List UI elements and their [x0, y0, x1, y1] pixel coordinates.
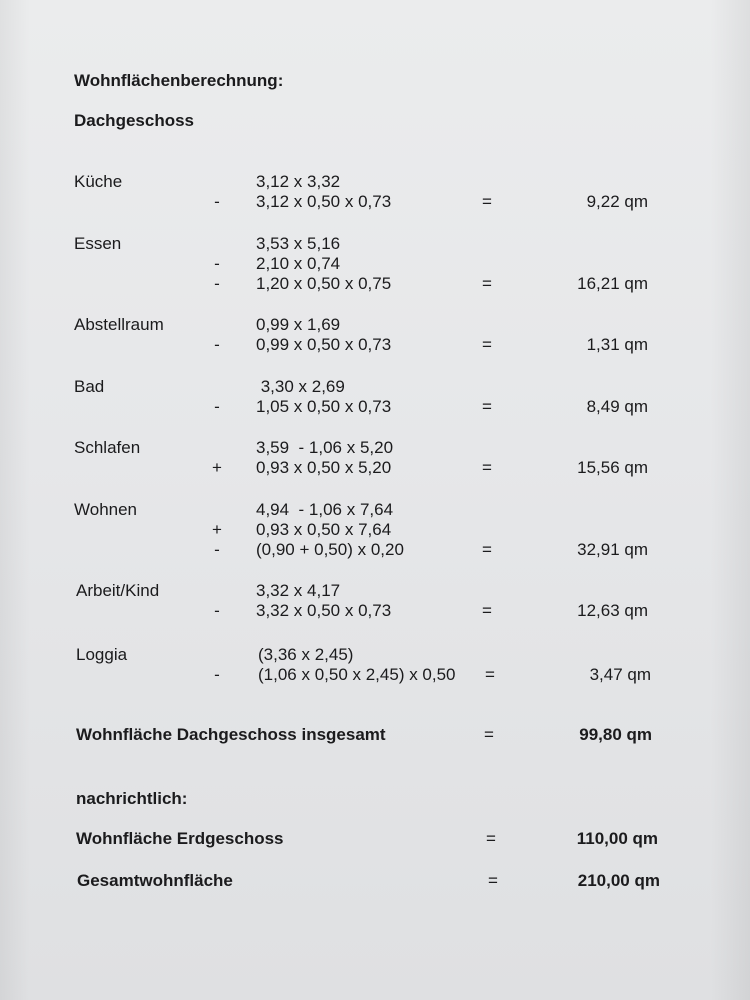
operator: -	[214, 601, 220, 620]
room-result: 32,91 qm	[577, 540, 648, 559]
formula-term: 2,10 x 0,74	[256, 254, 341, 273]
operator: -	[214, 335, 220, 354]
extra-label: Wohnfläche Erdgeschoss	[76, 829, 284, 848]
room-name: Wohnen	[74, 500, 138, 519]
equals-sign: =	[486, 829, 496, 848]
operator: +	[212, 458, 222, 477]
total-value: 99,80 qm	[579, 725, 652, 744]
equals-sign: =	[482, 397, 492, 416]
section-heading: Dachgeschoss	[74, 111, 194, 130]
equals-sign: =	[482, 601, 492, 620]
equals-sign: =	[482, 274, 492, 293]
formula-term: (0,90 + 0,50) x 0,20	[256, 540, 404, 559]
formula-term: (3,36 x 2,45)	[258, 645, 354, 664]
operator: -	[214, 274, 220, 293]
formula-term: 3,30 x 2,69	[256, 377, 345, 396]
room-name: Loggia	[76, 645, 128, 664]
formula-term: 3,12 x 3,32	[256, 172, 341, 191]
extra-label: Gesamtwohnfläche	[77, 871, 233, 890]
room-result: 16,21 qm	[577, 274, 648, 293]
formula-term: (1,06 x 0,50 x 2,45) x 0,50	[258, 665, 456, 684]
total-label: Wohnfläche Dachgeschoss insgesamt	[76, 725, 386, 744]
extra-value: 110,00 qm	[576, 829, 658, 848]
operator: -	[214, 540, 220, 559]
operator: -	[214, 254, 220, 273]
equals-sign: =	[482, 192, 492, 211]
formula-term: 3,12 x 0,50 x 0,73	[256, 192, 392, 211]
formula-term: 0,93 x 0,50 x 5,20	[256, 458, 392, 477]
room-name: Küche	[74, 172, 123, 191]
room-result: 12,63 qm	[577, 601, 648, 620]
note-label: nachrichtlich:	[76, 789, 188, 808]
formula-term: 1,20 x 0,50 x 0,75	[256, 274, 392, 293]
room-name: Arbeit/Kind	[76, 581, 160, 600]
equals-sign: =	[482, 335, 492, 354]
equals-sign: =	[482, 540, 492, 559]
formula-term: 0,99 x 1,69	[256, 315, 341, 334]
room-name: Essen	[74, 234, 122, 253]
room-name: Schlafen	[74, 438, 141, 457]
room-name: Abstellraum	[74, 315, 164, 334]
formula-term: 1,05 x 0,50 x 0,73	[256, 397, 392, 416]
extra-value: 210,00 qm	[577, 871, 660, 890]
room-result: 15,56 qm	[577, 458, 648, 477]
formula-term: 3,59 - 1,06 x 5,20	[256, 438, 394, 457]
operator: -	[214, 397, 220, 416]
equals-sign: =	[484, 725, 494, 744]
room-result: 3,47 qm	[589, 665, 651, 684]
room-name: Bad	[74, 377, 105, 396]
equals-sign: =	[482, 458, 492, 477]
formula-term: 3,32 x 0,50 x 0,73	[256, 601, 392, 620]
operator: +	[212, 520, 222, 539]
equals-sign: =	[485, 665, 495, 684]
operator: -	[214, 665, 220, 684]
formula-term: 0,99 x 0,50 x 0,73	[256, 335, 392, 354]
equals-sign: =	[488, 871, 498, 890]
formula-term: 4,94 - 1,06 x 7,64	[256, 500, 394, 519]
formula-term: 0,93 x 0,50 x 7,64	[256, 520, 392, 539]
formula-term: 3,32 x 4,17	[256, 581, 341, 600]
room-result: 9,22 qm	[586, 192, 648, 211]
room-result: 1,31 qm	[586, 335, 648, 354]
document-title: Wohnflächenberechnung:	[74, 71, 284, 90]
room-result: 8,49 qm	[586, 397, 648, 416]
page-shadow-left	[0, 0, 30, 1000]
formula-term: 3,53 x 5,16	[256, 234, 341, 253]
page-shadow-right	[710, 0, 750, 1000]
operator: -	[214, 192, 220, 211]
